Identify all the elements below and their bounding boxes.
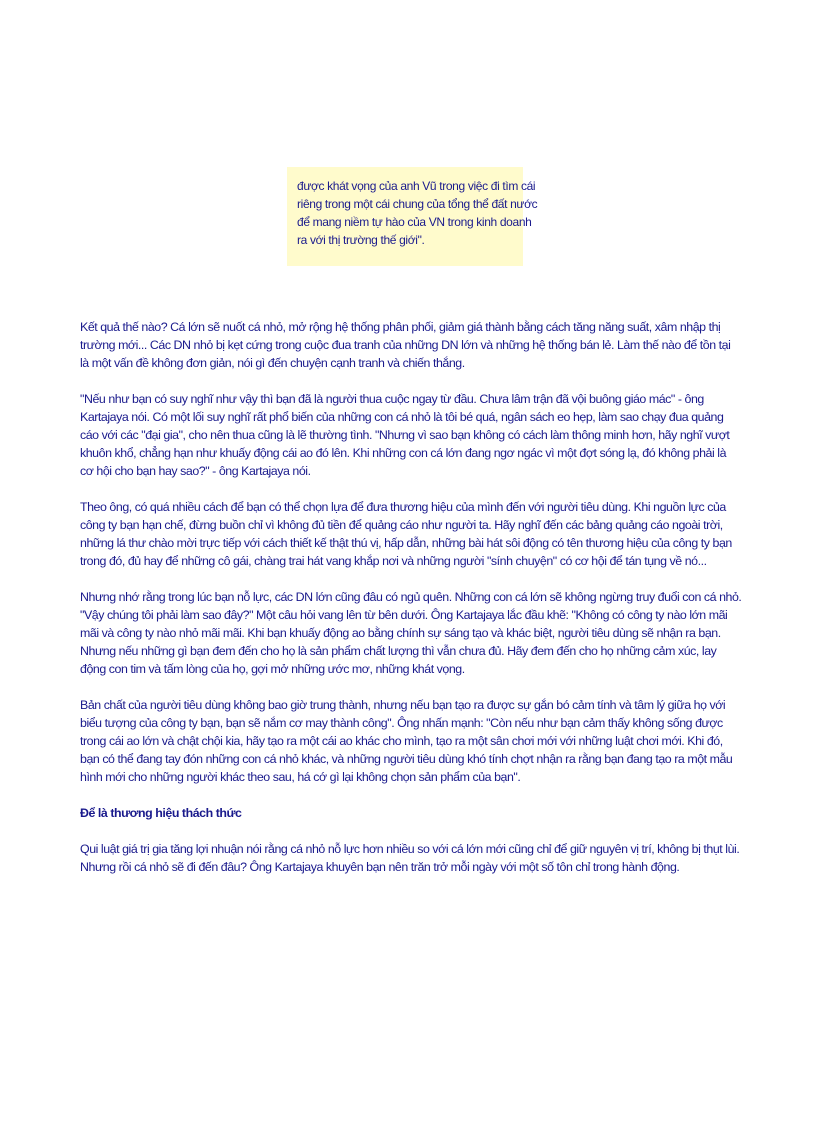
article-body <box>80 318 742 894</box>
pull-quote-line: được khát vọng của anh Vũ trong việc đi tìm cái <box>297 179 536 193</box>
pull-quote-line: riêng trong một cái chung của tổng thể đất nước <box>297 197 538 211</box>
paragraph-marketing-options: Theo ông, có quá nhiều cách để bạn có thể chọn lựa để đưa thương hiệu của mình đến với người tiêu dùng. Khi nguồn lực của công ty bạn hạn chế, đừng buồn chỉ vì không đủ tiền để quảng cáo như người ta. Hãy nghĩ đến các bảng quảng cáo ngoài trời, những lá thư chào mời trực tiếp với cách thiết kế thật thú vị, hấp dẫn, những bài hát sôi động có tên thương hiệu của công ty bạn trong đó, đủ hay để những cô gái, chàng trai hát vang khắp nơi và những người "sính chuyện" có cơ hội để tán tụng về nó... <box>80 500 732 568</box>
paragraph-consumer-nature: Bản chất của người tiêu dùng không bao giờ trung thành, nhưng nếu bạn tạo ra được sự gắn bó cảm tính và tâm lý giữa họ với biểu tượng của công ty bạn, bạn sẽ nắm cơ may thành công". Ông nhấn mạnh: "Còn nếu như bạn cảm thấy không sống được trong cái ao lớn và chật chội kia, hãy tạo ra một cái ao khác cho mình, tạo ra một sân chơi mới với những luật chơi mới. Khi đó, bạn có thể đang tay đón những con cá nhỏ khác, và những người tiêu dùng khó tính chợt nhận ra rằng bạn đang tạo ra một mẫu hình mới cho những người khác theo sau, há cớ gì lại không chọn sản phẩm của bạn". <box>80 698 733 784</box>
pull-quote-line: để mang niềm tự hào của VN trong kinh doanh <box>297 215 532 229</box>
paragraph-outcome: Kết quả thế nào? Cá lớn sẽ nuốt cá nhỏ, mở rộng hệ thống phân phối, giảm giá thành bằng cách tăng năng suất, xâm nhập thị trường mới... Các DN nhỏ bị kẹt cứng trong cuộc đua tranh của những DN lớn và những hệ thống bán lẻ. Làm thế nào để tồn tại là một vấn đề không đơn giản, nói gì đến chuyện cạnh tranh và chiến thắng. <box>80 320 731 370</box>
paragraph-big-companies: Nhưng nhớ rằng trong lúc bạn nỗ lực, các DN lớn cũng đâu có ngủ quên. Những con cá lớn sẽ không ngừng truy đuổi con cá nhỏ. "Vậy chúng tôi phải làm sao đây?" Một câu hỏi vang lên từ bên dưới. Ông Kartajaya lắc đầu khẽ: "Không có công ty nào lớn mãi mãi và công ty nào nhỏ mãi mãi. Khi bạn khuấy động ao bằng chính sự sáng tạo và khác biệt, người tiêu dùng sẽ nhận ra bạn. Nhưng nếu những gì bạn đem đến cho họ là sản phẩm chất lượng thì vẫn chưa đủ. Hãy đem đến cho họ những cảm xúc, lay động con tim và tấm lòng của họ, gợi mở những ước mơ, những khát vọng. <box>80 590 742 676</box>
paragraph-kartajaya-mindset: "Nếu như bạn có suy nghĩ như vậy thì bạn đã là người thua cuộc ngay từ đầu. Chưa lâm trận đã vội buông giáo mác" - ông Kartajaya nói. Có một lối suy nghĩ rất phổ biến của những con cá nhỏ là tôi bé quá, ngân sách eo hẹp, làm sao chạy đua quảng cáo với các "đại gia", cho nên thua cũng là lẽ thường tình. "Nhưng vì sao bạn không có cách làm thông minh hơn, hãy nghĩ vượt khuôn khổ, chẳng hạn như khuấy động cái ao đó lên. Khi những con cá lớn đang ngơ ngác vì một đợt sóng lạ, đó không phải là cơ hội cho bạn hay sao?" - ông Kartajaya nói. <box>80 392 730 478</box>
section-heading: Để là thương hiệu thách thức <box>80 806 242 820</box>
pull-quote-box <box>287 167 538 266</box>
pull-quote-line: ra với thị trường thế giới". <box>297 233 425 247</box>
paragraph-value-law: Qui luật giá trị gia tăng lợi nhuận nói rằng cá nhỏ nỗ lực hơn nhiều so với cá lớn mới cũng chỉ để giữ nguyên vị trí, không bị thụt lùi. Nhưng rồi cá nhỏ sẽ đi đến đâu? Ông Kartajaya khuyên bạn nên trăn trở mỗi ngày với một số tôn chỉ trong hành động. <box>80 842 740 874</box>
